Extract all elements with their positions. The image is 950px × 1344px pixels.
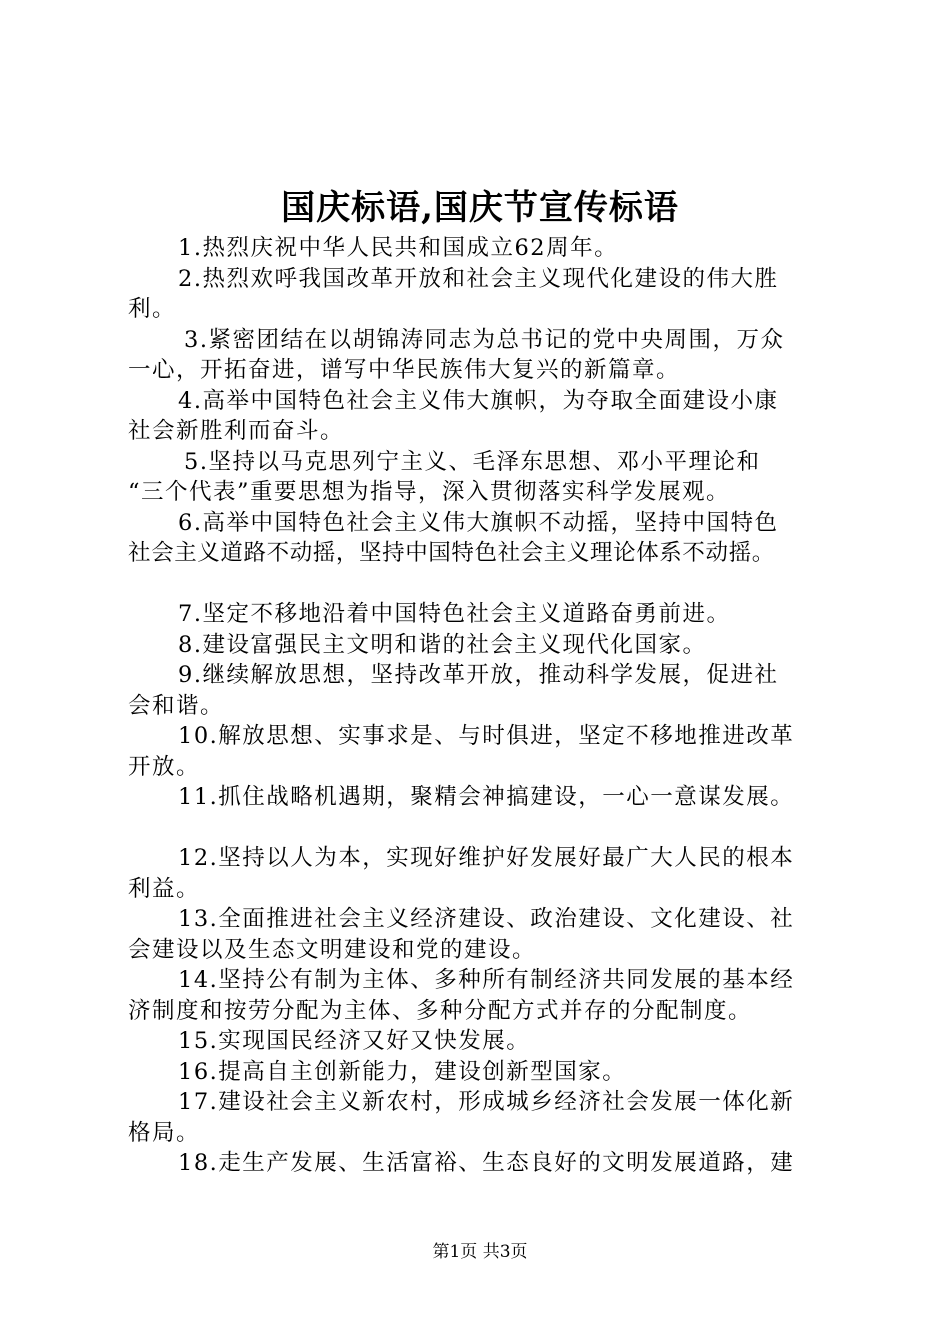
- slogan-line: 11.抓住战略机遇期，聚精会神搞建设，一心一意谋发展。: [178, 784, 795, 810]
- slogan-line: 15.实现国民经济又好又快发展。: [178, 1028, 531, 1054]
- slogan-line: 8.建设富强民主文明和谐的社会主义现代化国家。: [178, 631, 707, 658]
- slogan-line: 3.紧密团结在以胡锦涛同志为总书记的党中央周围，万众: [184, 326, 785, 353]
- slogan-line: 13.全面推进社会主义经济建设、政治建设、文化建设、社: [178, 906, 795, 932]
- slogan-line: 格局。: [128, 1119, 201, 1146]
- page-footer: 第1页 共3页: [432, 1242, 528, 1262]
- slogan-line: 16.提高自主创新能力，建设创新型国家。: [178, 1058, 627, 1085]
- blank-line: [128, 813, 834, 844]
- document-body: [128, 233, 834, 1179]
- slogan-line: 10.解放思想、实事求是、与时俱进，坚定不移地推进改革: [178, 723, 795, 749]
- slogan-line: 6.高举中国特色社会主义伟大旗帜不动摇，坚持中国特色: [178, 509, 779, 536]
- slogan-line: “三个代表”重要思想为指导，深入贯彻落实科学发展观。: [128, 479, 731, 505]
- slogan-line: 18.走生产发展、生活富裕、生态良好的文明发展道路，建: [178, 1150, 795, 1176]
- slogan-line: 4.高举中国特色社会主义伟大旗帜，为夺取全面建设小康: [178, 387, 779, 414]
- slogan-line: 利。: [128, 296, 177, 322]
- slogan-line: 社会主义道路不动摇，坚持中国特色社会主义理论体系不动摇。: [128, 540, 775, 566]
- slogan-line: 12.坚持以人为本，实现好维护好发展好最广大人民的根本: [178, 845, 795, 871]
- slogan-line: 1.热烈庆祝中华人民共和国成立62周年。: [178, 235, 619, 261]
- slogan-line: 一心，开拓奋进，谱写中华民族伟大复兴的新篇章。: [128, 357, 681, 383]
- slogan-line: 7.坚定不移地沿着中国特色社会主义道路奋勇前进。: [178, 601, 731, 627]
- slogan-line: 9.继续解放思想，坚持改革开放，推动科学发展，促进社: [178, 662, 779, 688]
- slogan-line: 社会新胜利而奋斗。: [128, 418, 345, 444]
- slogan-line: 14.坚持公有制为主体、多种所有制经济共同发展的基本经: [178, 967, 795, 993]
- document-title: 国庆标语,国庆节宣传标语: [281, 188, 679, 228]
- slogan-line: 5.坚持以马克思列宁主义、毛泽东思想、邓小平理论和: [184, 448, 761, 475]
- slogan-line: 利益。: [128, 875, 201, 902]
- slogan-line: 会建设以及生态文明建设和党的建设。: [128, 936, 537, 963]
- slogan-line: 开放。: [128, 753, 201, 780]
- slogan-line: 17.建设社会主义新农村，形成城乡经济社会发展一体化新: [178, 1089, 795, 1115]
- slogan-line: 济制度和按劳分配为主体、多种分配方式并存的分配制度。: [128, 997, 753, 1024]
- slogan-line: 会和谐。: [128, 692, 225, 719]
- slogan-line: 2.热烈欢呼我国改革开放和社会主义现代化建设的伟大胜: [178, 265, 779, 292]
- blank-line: [128, 569, 834, 600]
